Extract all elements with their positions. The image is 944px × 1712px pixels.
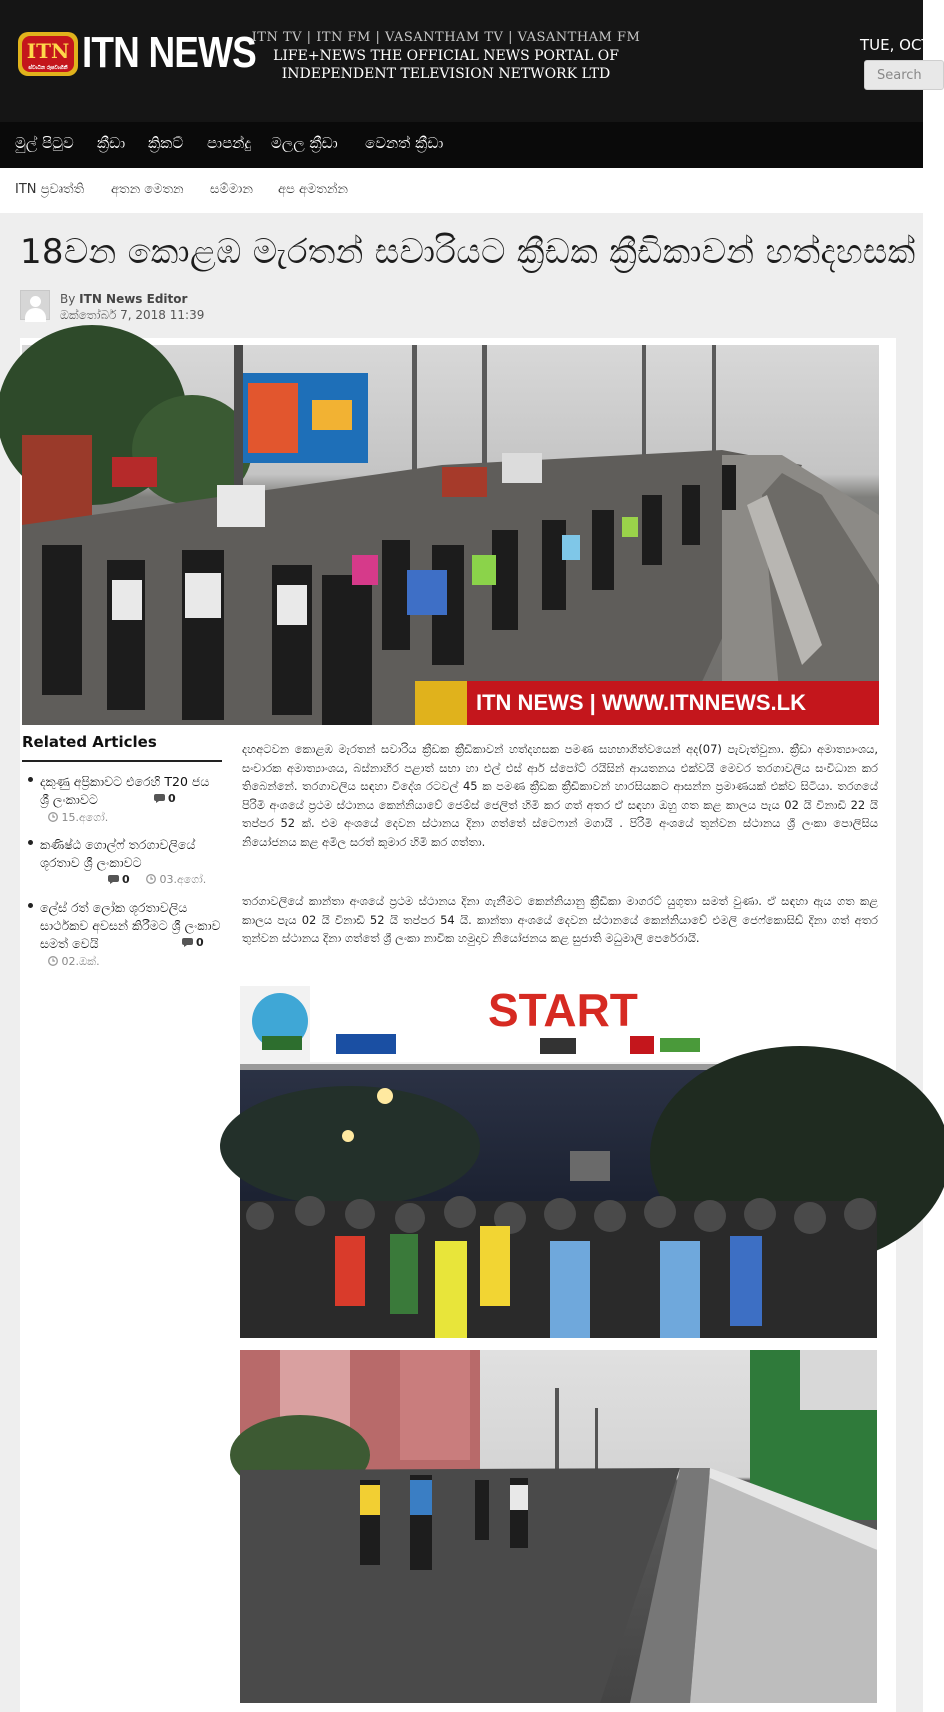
runners-road-photo — [240, 1350, 877, 1703]
marathon-start-photo — [240, 986, 877, 1338]
clock-icon — [146, 874, 156, 884]
article-date: ඔක්තෝබර් 7, 2018 11:39 — [60, 308, 205, 322]
related-article-3[interactable] — [22, 899, 222, 971]
comment-count[interactable]: 0 — [108, 873, 130, 886]
related-article-date: 03.අගෝ. — [146, 873, 206, 887]
photo-3-illustration — [240, 1350, 877, 1703]
nav-sports[interactable]: ක්‍රීඩා — [97, 134, 126, 152]
current-date: TUE, OCT — [860, 36, 931, 54]
nav-athletics[interactable]: මලල ක්‍රීඩා — [271, 134, 338, 152]
author-link[interactable]: ITN News Editor — [79, 292, 188, 306]
bullet-icon — [28, 777, 33, 782]
article-paragraph-1: දහඅටවන කොළඹ මැරතන් සවාරිය ක්‍රීඩක ක්‍රීඩිකාවන් හත්දහසක පමණ සහභාගිත්වයෙන් අද(07) පැවැත්වුනා. ක්‍රීඩා අමාත්‍යාංශය, සංචාරක අමාත්‍යාංශය, බස්නාහිර පළාත් සභා හා එල් එස් ආර් ස්පෝට් රයිසින් ආයතනය එක්වයි මෙවර තරගාවලිය සංවිධාන කර තිබෙන්නේ. තරගාවලිය සඳහා විදේශ රටවල් 45 ක පමණ ක්‍රීඩක ක්‍රීඩිකාවන් හාරසියකට ආසන්න ප්‍රමාණයක් එක්ව සිටියා. තරගයේ පිරිමි අංශයේ ප්‍රථම ස්ථානය කෙන්නියාවේ ජෙම්ස් ජෙලිත් හිමි කර ගත් අතර ඒ සඳහා ඔහු ගත කළ කාලය පැය 02 යි විනාඩි 22 යි තප්පර 52 ක්. එම අංශයේ දෙවන ස්ථානය දිනා ගත්තේ ස්ටෙෆාන් මගායි . පිරිමි අංශයේ තුන්වන ස්ථානය ශ්‍රී ලංකා පොලිසිය නියෝජනය කළ අමිල සරත් කුමාර හිමි කර ගත්තා. — [242, 742, 878, 849]
article-byline — [60, 292, 187, 306]
logo-text: ITN — [26, 39, 70, 63]
header-tagline — [246, 30, 646, 82]
nav-cricket[interactable]: ක්‍රිකට් — [148, 134, 184, 152]
comment-icon — [182, 938, 193, 947]
photo-2-illustration — [240, 986, 877, 1338]
subnav-contact[interactable]: අප අමතන්න — [278, 182, 348, 197]
photo-1-illustration — [22, 345, 879, 725]
main-nav — [0, 122, 923, 168]
logo-tagline: ස්වාධීන රූපවාහිනී — [28, 65, 68, 71]
article-paragraph-2: තරගාවලියේ කාන්තා අංශයේ ප්‍රථම ස්ථානය දිනා ගැනීමට කෙන්නියානු ක්‍රීඩිකා මාගරට් යුගුතා සමත් වුණා. ඒ සඳහා ඇය ගත කළ කාලය පැය 02 යි විනාඩි 52 යි තප්පර 54 යි. කාන්තා අංශයේ දෙවන ස්ථානයේ කෙන්නියාවේ එමලි ජෙෆ්කොසිඩ් දිනා ගත් අතර තුන්වන ස්ථානය දිනා ගත්තේ ශ්‍රී ලංකා නාවික හමුදාව නියෝජනය කළ සුජාති මධුමාලි පෙරේරායි. — [242, 894, 878, 945]
itn-logo[interactable] — [18, 32, 78, 76]
related-article-date: 15.අගෝ. — [48, 811, 108, 825]
related-article-date: 02.ඔක්. — [48, 955, 100, 969]
clock-icon — [48, 956, 58, 966]
comment-count[interactable]: 0 — [182, 936, 204, 949]
article-title: 18වන කොළඹ මැරතන් සවාරියට ක්‍රීඩක ක්‍රීඩිකාවන් හත්දහසක් — [20, 232, 916, 272]
subnav-awards[interactable]: සම්මාන — [210, 182, 253, 197]
bullet-icon — [28, 903, 33, 908]
related-article-title[interactable]: ලේස් රත් ලෝක ශූරතාවලිය සාර්ථකව අවසන් කිරීමට ශ්‍රී ලංකාව සමත් වෙයි — [40, 900, 221, 951]
related-article-title[interactable]: දකුණු අප්‍රිකාවට එරෙහි T20 ජය ශ්‍රී ලංකාවට — [40, 774, 210, 807]
nav-football[interactable]: පාපන්දු — [207, 134, 252, 152]
itn-logo-mark — [22, 36, 74, 72]
sub-nav — [0, 168, 923, 214]
comment-icon — [154, 794, 165, 803]
brand-name[interactable]: ITN NEWS — [82, 28, 256, 77]
related-article-1[interactable] — [22, 773, 222, 827]
search-input[interactable]: Search — [864, 60, 944, 90]
tagline-line-1: LIFE+NEWS THE OFFICIAL NEWS PORTAL OF — [273, 48, 619, 64]
by-label: By — [60, 292, 76, 306]
marathon-bridge-photo — [22, 345, 879, 725]
related-articles-divider — [22, 760, 222, 762]
clock-icon — [48, 812, 58, 822]
comment-count[interactable]: 0 — [154, 792, 176, 805]
related-article-2[interactable] — [22, 836, 222, 890]
subnav-itn-news[interactable]: ITN ප්‍රවෘත්ති — [15, 182, 85, 197]
related-articles-title: Related Articles — [22, 733, 157, 751]
author-avatar — [20, 290, 50, 320]
comment-icon — [108, 875, 119, 884]
subnav-here-there[interactable]: අතන මෙතන — [111, 182, 184, 197]
related-article-title[interactable]: කණිෂ්ඨ ගොල්ෆ් තරගාවලියේ ශූරතාව ශ්‍රී ලංකාවට — [40, 837, 196, 870]
site-header — [0, 0, 931, 122]
start-banner-text: START — [488, 984, 638, 1036]
bullet-icon — [28, 840, 33, 845]
tagline-line-2: INDEPENDENT TELEVISION NETWORK LTD — [281, 66, 611, 82]
nav-other-sports[interactable]: වෙනත් ක්‍රීඩා — [365, 134, 444, 152]
nav-home[interactable]: මුල් පිටුව — [15, 134, 74, 152]
photo-1-watermark: ITN NEWS | WWW.ITNNEWS.LK — [476, 690, 806, 715]
channel-list: ITN TV | ITN FM | VASANTHAM TV | VASANTHAM FM — [251, 30, 641, 45]
